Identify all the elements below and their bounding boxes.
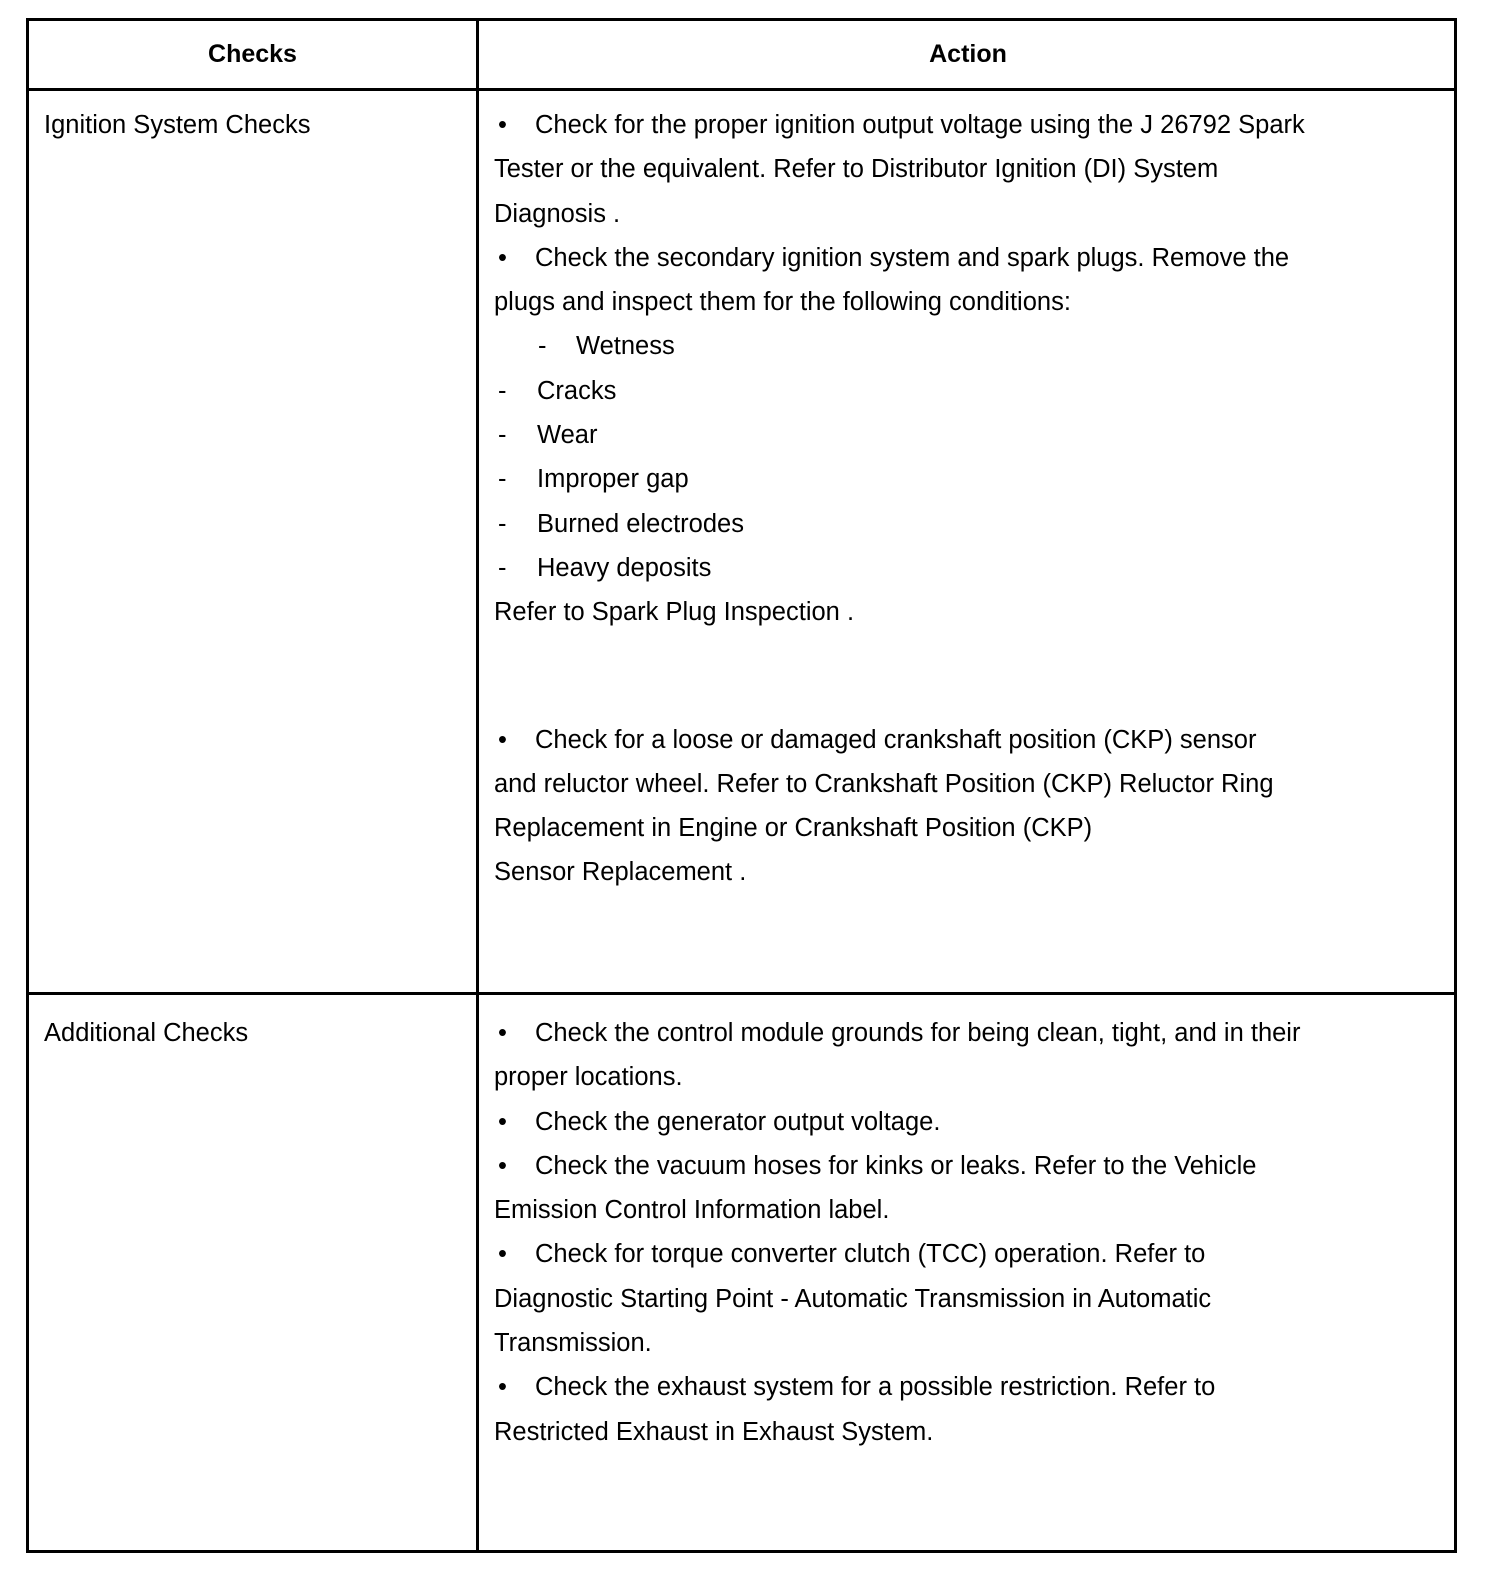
text-line: Transmission. bbox=[494, 1329, 652, 1358]
bullet-icon: • bbox=[498, 1151, 507, 1180]
action-cell bbox=[494, 1011, 1444, 1454]
table-header bbox=[29, 21, 1454, 91]
text-line: Sensor Replacement . bbox=[494, 858, 747, 887]
list-item: - Heavy deposits bbox=[494, 546, 1444, 590]
action-cell bbox=[494, 103, 1444, 895]
reference-text: Refer to Spark Plug Inspection . bbox=[494, 598, 855, 627]
list-item: - Cracks bbox=[494, 369, 1444, 413]
table-row bbox=[29, 995, 1454, 1550]
table-row bbox=[29, 91, 1454, 995]
text-line: proper locations. bbox=[494, 1063, 683, 1092]
check-label: Ignition System Checks bbox=[44, 111, 311, 139]
list-item: - Wetness bbox=[494, 324, 1444, 368]
list-item: • Check the control module grounds for being clean, tight, and in their bbox=[494, 1011, 1444, 1055]
bullet-icon: • bbox=[498, 1373, 507, 1402]
dash-icon: - bbox=[538, 332, 547, 361]
text-line: Replacement in Engine or Crankshaft Position (CKP) bbox=[494, 814, 1093, 843]
dash-icon: - bbox=[498, 421, 507, 450]
list-item: • Check for the proper ignition output voltage using the J 26792 Spark bbox=[494, 103, 1444, 147]
list-item: • Check for torque converter clutch (TCC) operation. Refer to bbox=[494, 1232, 1444, 1276]
text-line: Tester or the equivalent. Refer to Distributor Ignition (DI) System bbox=[494, 155, 1219, 184]
list-item: - Wear bbox=[494, 413, 1444, 457]
list-item: - Improper gap bbox=[494, 457, 1444, 501]
dash-icon: - bbox=[498, 553, 507, 582]
list-item: • Check for a loose or damaged crankshaft position (CKP) sensor bbox=[494, 718, 1444, 762]
bullet-icon: • bbox=[498, 111, 507, 139]
list-item: - Burned electrodes bbox=[494, 502, 1444, 546]
header-action: Action bbox=[929, 40, 1007, 68]
list-item: • Check the vacuum hoses for kinks or leaks. Refer to the Vehicle bbox=[494, 1144, 1444, 1188]
bullet-icon: • bbox=[498, 1240, 507, 1269]
checks-table bbox=[26, 18, 1457, 1553]
text-line: plugs and inspect them for the following conditions: bbox=[494, 288, 1071, 317]
list-item: • Check the generator output voltage. bbox=[494, 1100, 1444, 1144]
bullet-icon: • bbox=[498, 1019, 507, 1047]
text-line: Restricted Exhaust in Exhaust System. bbox=[494, 1417, 934, 1446]
list-item: • Check the exhaust system for a possible restriction. Refer to bbox=[494, 1365, 1444, 1409]
bullet-icon: • bbox=[498, 725, 507, 754]
list-item: • Check the secondary ignition system and spark plugs. Remove the bbox=[494, 236, 1444, 280]
header-checks: Checks bbox=[208, 40, 297, 68]
text-line: Emission Control Information label. bbox=[494, 1196, 890, 1225]
text-line: Diagnosis . bbox=[494, 199, 621, 228]
dash-icon: - bbox=[498, 509, 507, 538]
text-line: and reluctor wheel. Refer to Crankshaft Position (CKP) Reluctor Ring bbox=[494, 769, 1274, 798]
bullet-icon: • bbox=[498, 243, 507, 272]
dash-icon: - bbox=[498, 376, 507, 405]
check-label: Additional Checks bbox=[44, 1019, 249, 1047]
dash-icon: - bbox=[498, 465, 507, 494]
text-line: Diagnostic Starting Point - Automatic Transmission in Automatic bbox=[494, 1284, 1212, 1313]
bullet-icon: • bbox=[498, 1107, 507, 1136]
